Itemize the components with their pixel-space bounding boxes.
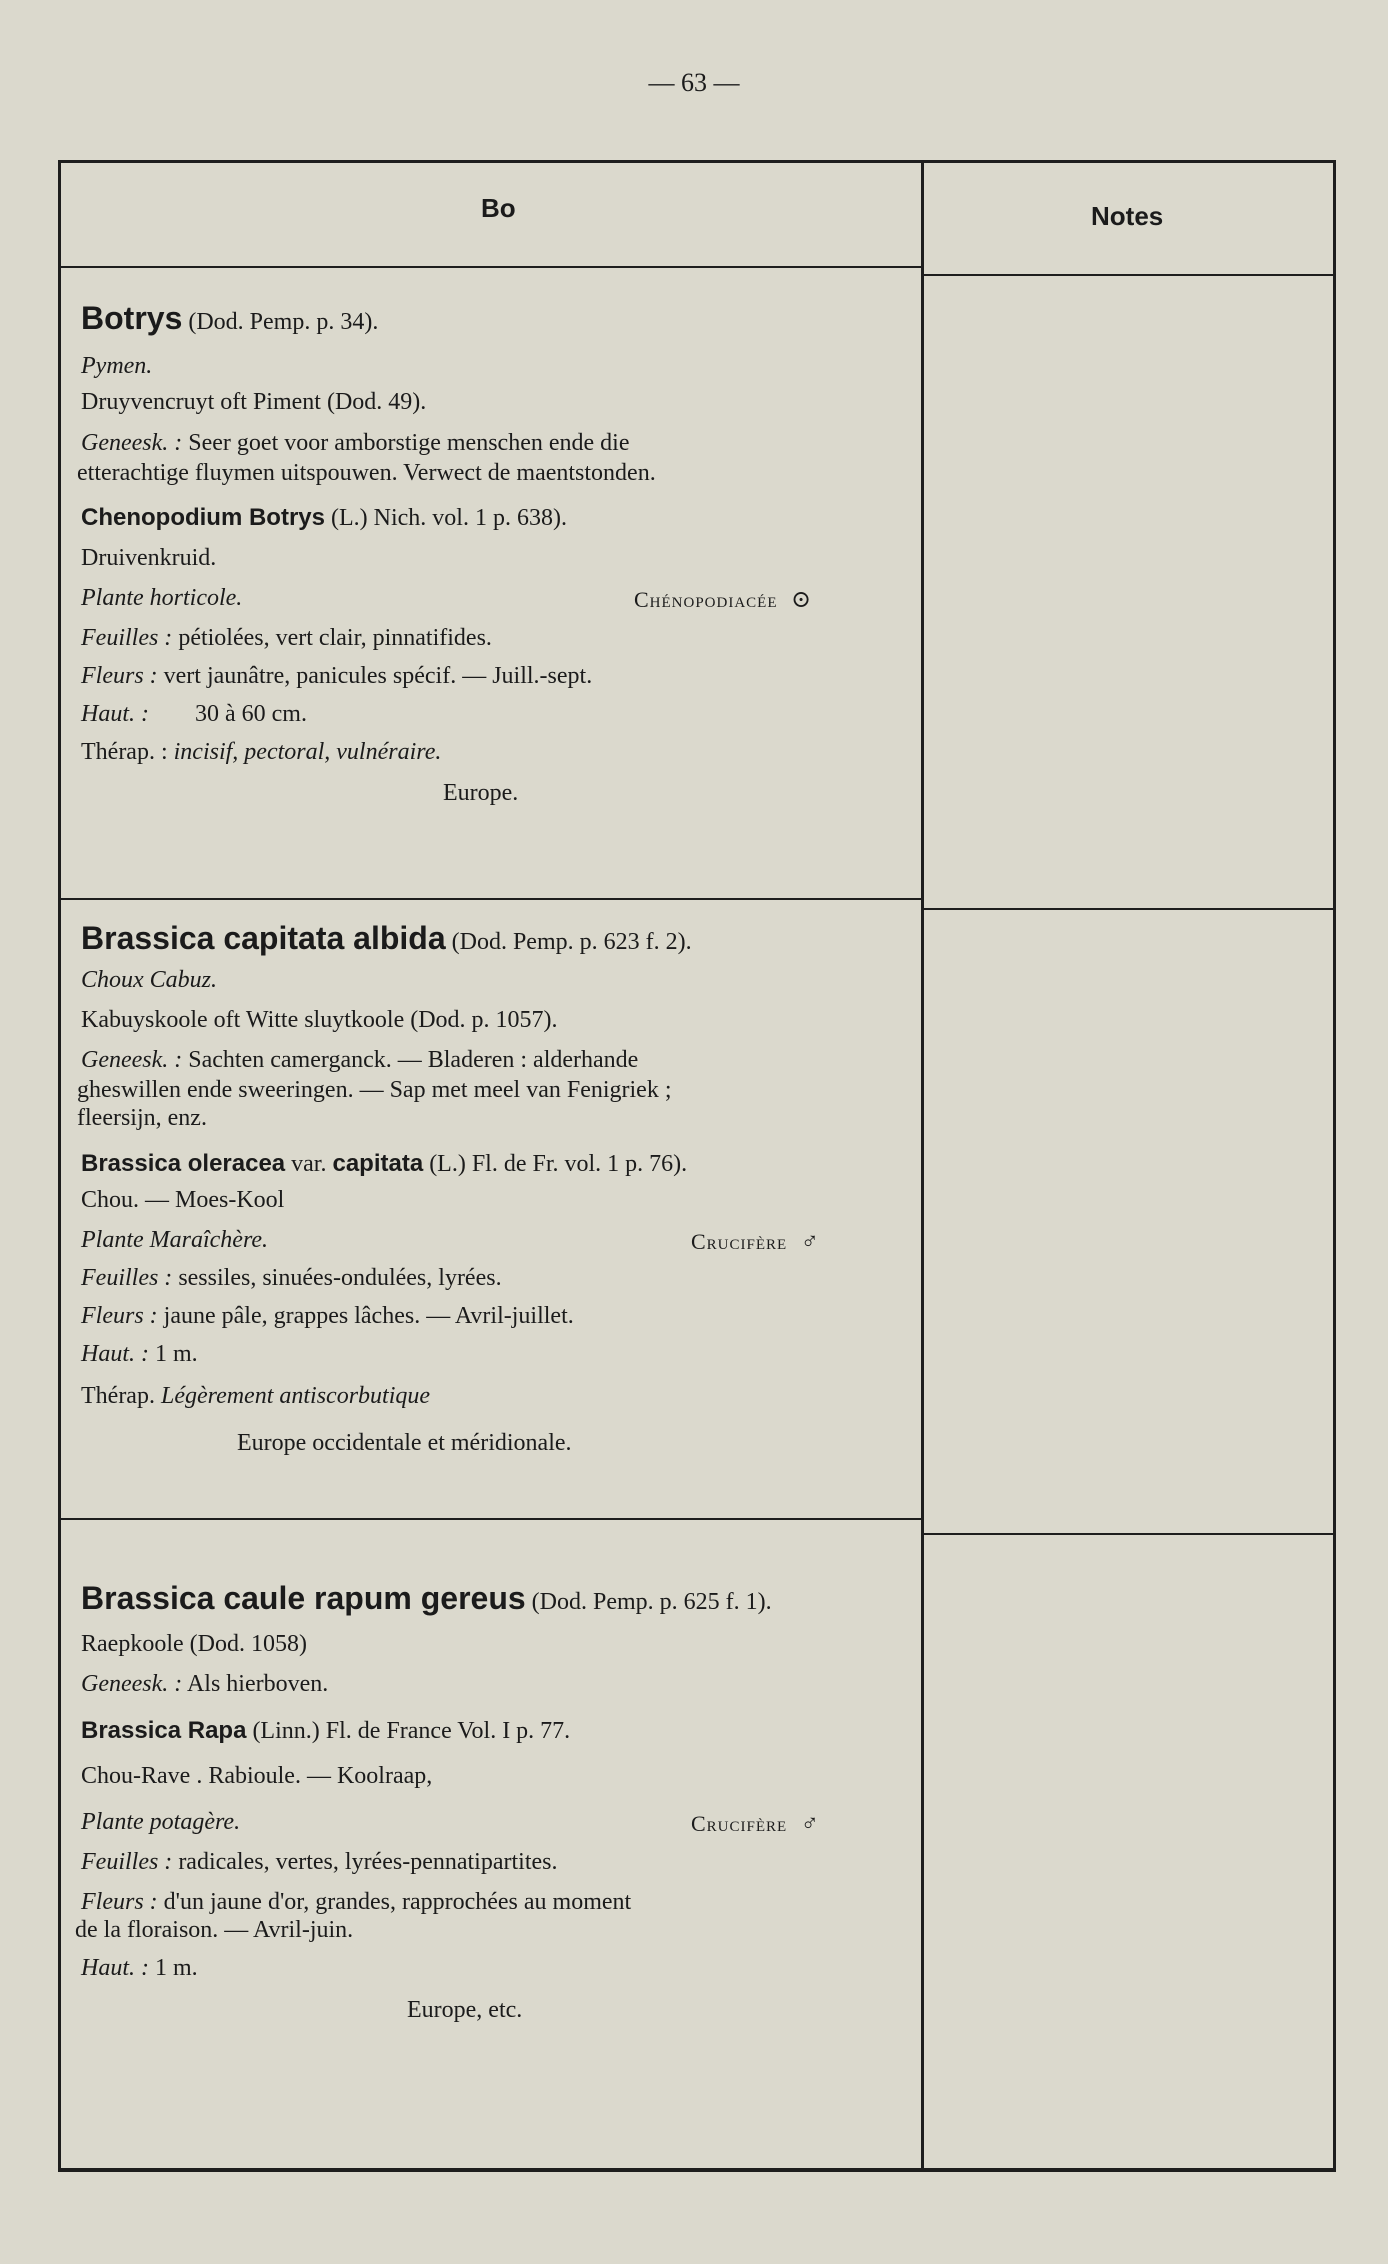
haut-label: Haut. :	[81, 1955, 149, 1981]
entry-title: Botrys	[81, 300, 183, 336]
therap-label: Thérap.	[81, 1383, 155, 1409]
geneesk-label: Geneesk. :	[81, 1047, 183, 1073]
haut-text: 1 m.	[155, 1955, 198, 1981]
feuilles-text: sessiles, sinuées-ondulées, lyrées.	[178, 1265, 502, 1291]
scientific-var: var.	[291, 1151, 327, 1177]
table-frame	[58, 160, 1336, 2172]
feuilles-label: Feuilles :	[81, 1265, 173, 1291]
haut-label: Haut. :	[81, 701, 149, 727]
plant-type: Plante potagère.	[81, 1809, 241, 1835]
haut-text: 30 à 60 cm.	[195, 701, 307, 727]
column-header-right: Notes	[1091, 201, 1164, 231]
male-symbol-icon: ♂	[800, 1229, 819, 1255]
geneesk-label: Geneesk. :	[81, 1671, 183, 1697]
haut-label: Haut. :	[81, 1341, 149, 1367]
scientific-variety: capitata	[332, 1150, 424, 1177]
geneesk-text: Seer goet voor amborstige menschen ende die	[188, 430, 630, 456]
scientific-name: Brassica oleracea	[81, 1150, 286, 1177]
vernacular-name: Druivenkruid.	[81, 545, 217, 571]
scientific-name: Chenopodium Botrys	[81, 504, 325, 531]
entry-rule-2-left	[61, 1518, 921, 1520]
geneesk-label: Geneesk. :	[81, 430, 183, 456]
entry-rule-1-right	[924, 908, 1333, 910]
therap-text: incisif, pectoral, vulnéraire.	[173, 739, 442, 765]
region: Europe.	[443, 780, 519, 806]
plant-type: Plante horticole.	[81, 585, 243, 611]
scientific-name: Brassica Rapa	[81, 1717, 247, 1744]
feuilles-text: pétiolées, vert clair, pinnatifides.	[178, 625, 492, 651]
region: Europe, etc.	[407, 1997, 523, 2023]
scientific-reference: (L.) Fl. de Fr. vol. 1 p. 76).	[429, 1151, 688, 1177]
plant-type: Plante Maraîchère.	[81, 1227, 269, 1253]
entry-reference: (Dod. Pemp. p. 625 f. 1).	[531, 1589, 772, 1615]
region: Europe occidentale et méridionale.	[237, 1430, 572, 1456]
geneesk-continued: gheswillen ende sweeringen. — Sap met meel van Fenigriek ;	[77, 1077, 672, 1103]
plant-family: Crucifère	[691, 1811, 788, 1836]
scientific-reference: (Linn.) Fl. de France Vol. I p. 77.	[252, 1718, 571, 1744]
plant-family: Chénopodiacée	[634, 587, 778, 612]
fleurs-label: Fleurs :	[81, 1303, 158, 1329]
plant-family: Crucifère	[691, 1229, 788, 1254]
vernacular-name: Chou-Rave . Rabioule. — Koolraap,	[81, 1763, 433, 1789]
haut-text: 1 m.	[155, 1341, 198, 1367]
dutch-name: Raepkoole (Dod. 1058)	[81, 1631, 307, 1657]
dutch-name: Kabuyskoole oft Witte sluytkoole (Dod. p. 1057).	[81, 1007, 558, 1033]
common-name: Choux Cabuz.	[81, 967, 218, 993]
header-rule-left	[61, 266, 921, 268]
feuilles-label: Feuilles :	[81, 1849, 173, 1875]
fleurs-text: vert jaunâtre, panicules spécif. — Juill.-sept.	[163, 663, 593, 689]
entry-reference: (Dod. Pemp. p. 623 f. 2).	[451, 929, 692, 955]
geneesk-text: Sachten camerganck. — Bladeren : alderhande	[188, 1047, 639, 1073]
fleurs-text: d'un jaune d'or, grandes, rapprochées au moment	[163, 1889, 632, 1915]
header-rule-right	[924, 274, 1333, 276]
male-symbol-icon: ♂	[800, 1811, 819, 1837]
dutch-name: Druyvencruyt oft Piment (Dod. 49).	[81, 389, 427, 415]
column-divider	[921, 163, 924, 2168]
fleurs-continued: de la floraison. — Avril-juin.	[75, 1917, 354, 1943]
therap-text: Légèrement antiscorbutique	[160, 1383, 431, 1409]
entry-reference: (Dod. Pemp. p. 34).	[188, 309, 379, 335]
column-header-left: Bo	[481, 193, 516, 223]
geneesk-continued-2: fleersijn, enz.	[77, 1105, 207, 1131]
annual-symbol-icon: ⊙	[791, 587, 812, 613]
common-name: Pymen.	[81, 353, 153, 379]
therap-label: Thérap. :	[81, 739, 168, 765]
entry-rule-2-right	[924, 1533, 1333, 1535]
fleurs-label: Fleurs :	[81, 1889, 158, 1915]
feuilles-label: Feuilles :	[81, 625, 173, 651]
scientific-reference: (L.) Nich. vol. 1 p. 638).	[331, 505, 567, 531]
fleurs-label: Fleurs :	[81, 663, 158, 689]
entry-rule-1-left	[61, 898, 921, 900]
feuilles-text: radicales, vertes, lyrées-pennatipartites.	[178, 1849, 558, 1875]
page-number: — 63 —	[648, 68, 740, 97]
entry-title: Brassica capitata albida	[81, 920, 446, 956]
fleurs-text: jaune pâle, grappes lâches. — Avril-juillet.	[163, 1303, 574, 1329]
entry-title: Brassica caule rapum gereus	[81, 1580, 526, 1616]
geneesk-continued: etterachtige fluymen uitspouwen. Verwect de maentstonden.	[77, 460, 656, 486]
vernacular-name: Chou. — Moes-Kool	[81, 1187, 285, 1213]
geneesk-text: Als hierboven.	[186, 1671, 329, 1697]
